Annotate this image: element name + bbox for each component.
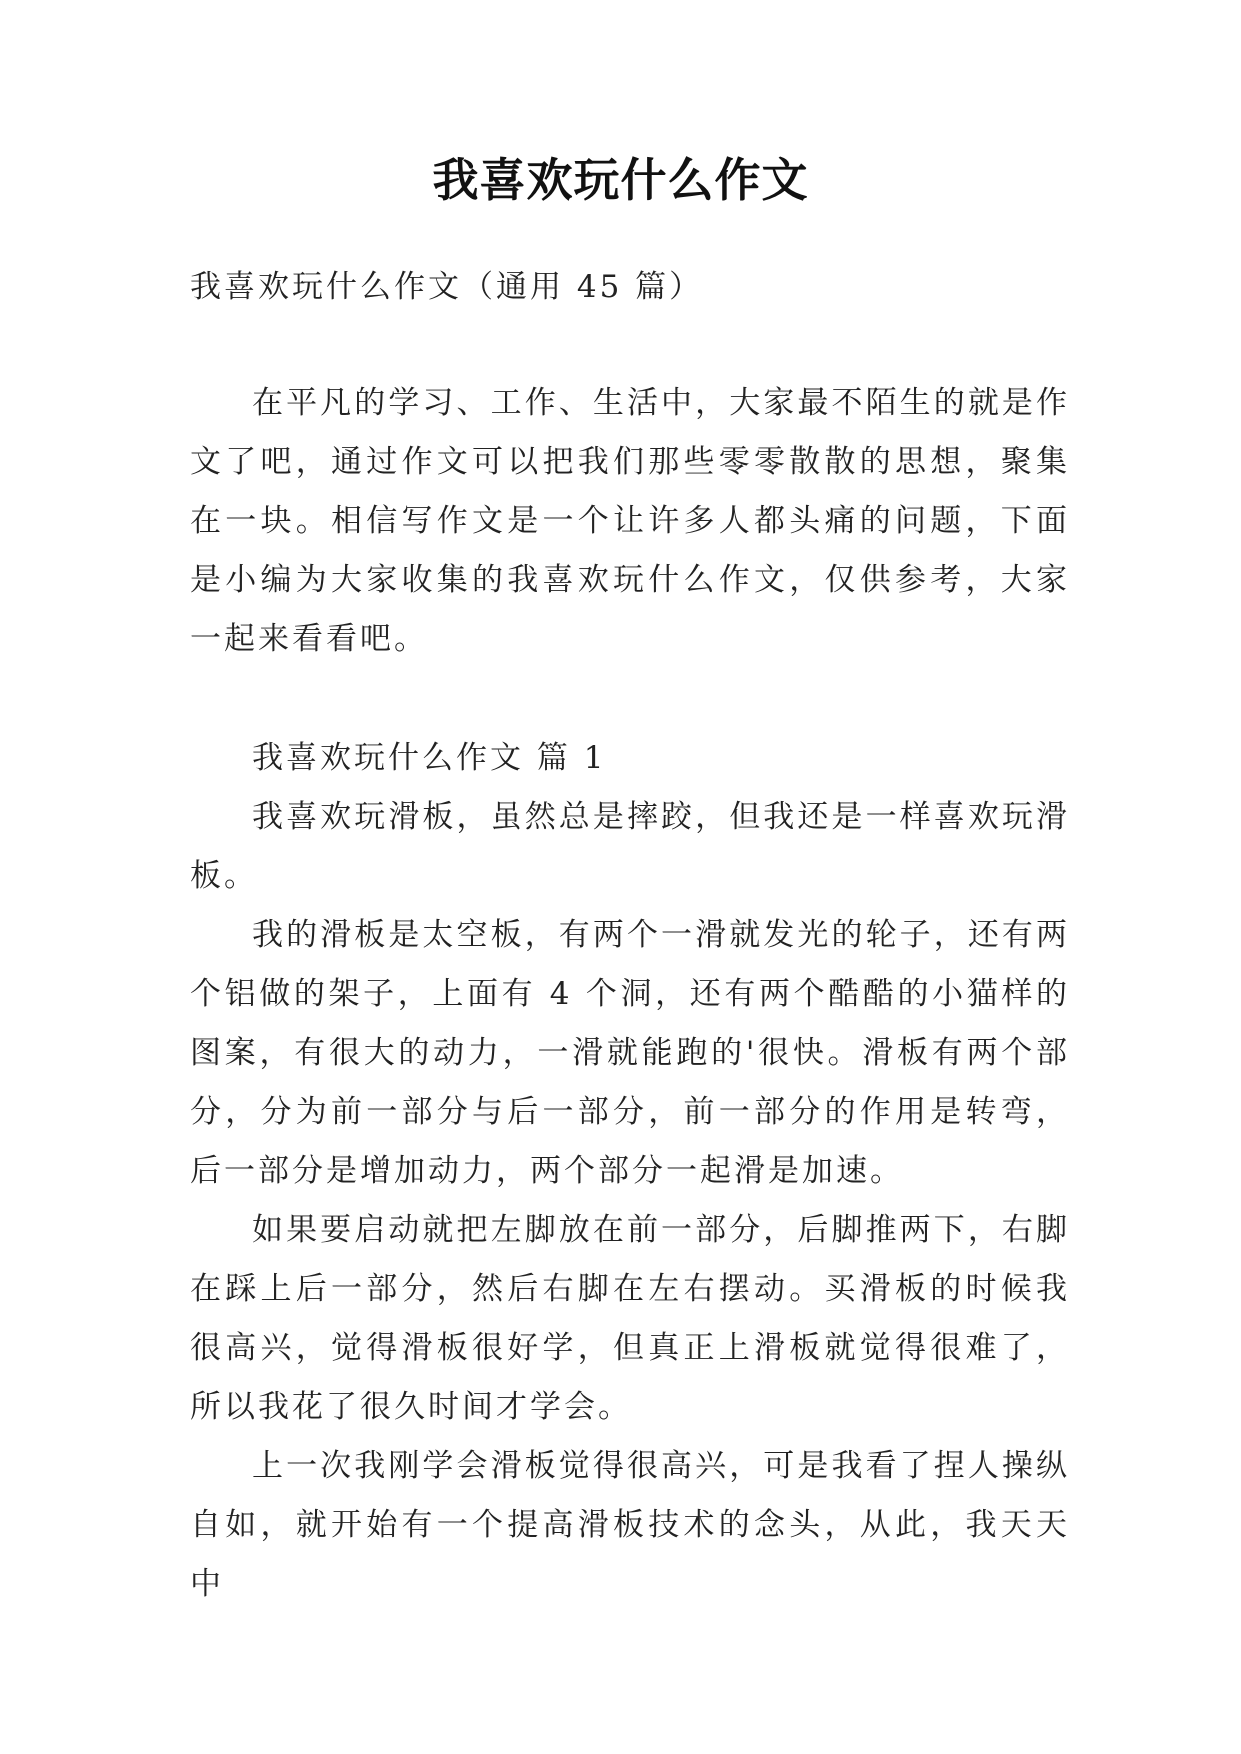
- document-subtitle: 我喜欢玩什么作文（通用 45 篇）: [190, 269, 704, 305]
- intro-paragraph: 在平凡的学习、工作、生活中，大家最不陌生的就是作文了吧，通过作文可以把我们那些零零散散的思想，聚集在一块。相信写作文是一个让许多人都头痛的问题，下面是小编为大家收集的我喜欢玩什么作文，仅供参考，大家一起来看看吧。: [190, 385, 1070, 657]
- body-paragraph-4: 上一次我刚学会滑板觉得很高兴，可是我看了捏人操纵自如，就开始有一个提高滑板技术的念头，从此，我天天中: [190, 1448, 1070, 1602]
- body-paragraph-2: 我的滑板是太空板，有两个一滑就发光的轮子，还有两个铝做的架子，上面有 4 个洞，还有两个酷酷的小猫样的图案，有很大的动力，一滑就能跑的'很快。滑板有两个部分，分为前一部分与后一部分，前一部分的作用是转弯，后一部分是增加动力，两个部分一起滑是加速。: [190, 917, 1070, 1189]
- body-paragraph-1: 我喜欢玩滑板，虽然总是摔跤，但我还是一样喜欢玩滑板。: [190, 799, 1070, 894]
- section-heading: 我喜欢玩什么作文 篇 1: [252, 740, 607, 776]
- document-title: 我喜欢玩什么作文: [432, 153, 809, 207]
- document-body: [190, 258, 1070, 1614]
- body-paragraph-3: 如果要启动就把左脚放在前一部分，后脚推两下，右脚在踩上后一部分，然后右脚在左右摆动。买滑板的时候我很高兴，觉得滑板很好学，但真正上滑板就觉得很难了，所以我花了很久时间才学会。: [190, 1212, 1070, 1425]
